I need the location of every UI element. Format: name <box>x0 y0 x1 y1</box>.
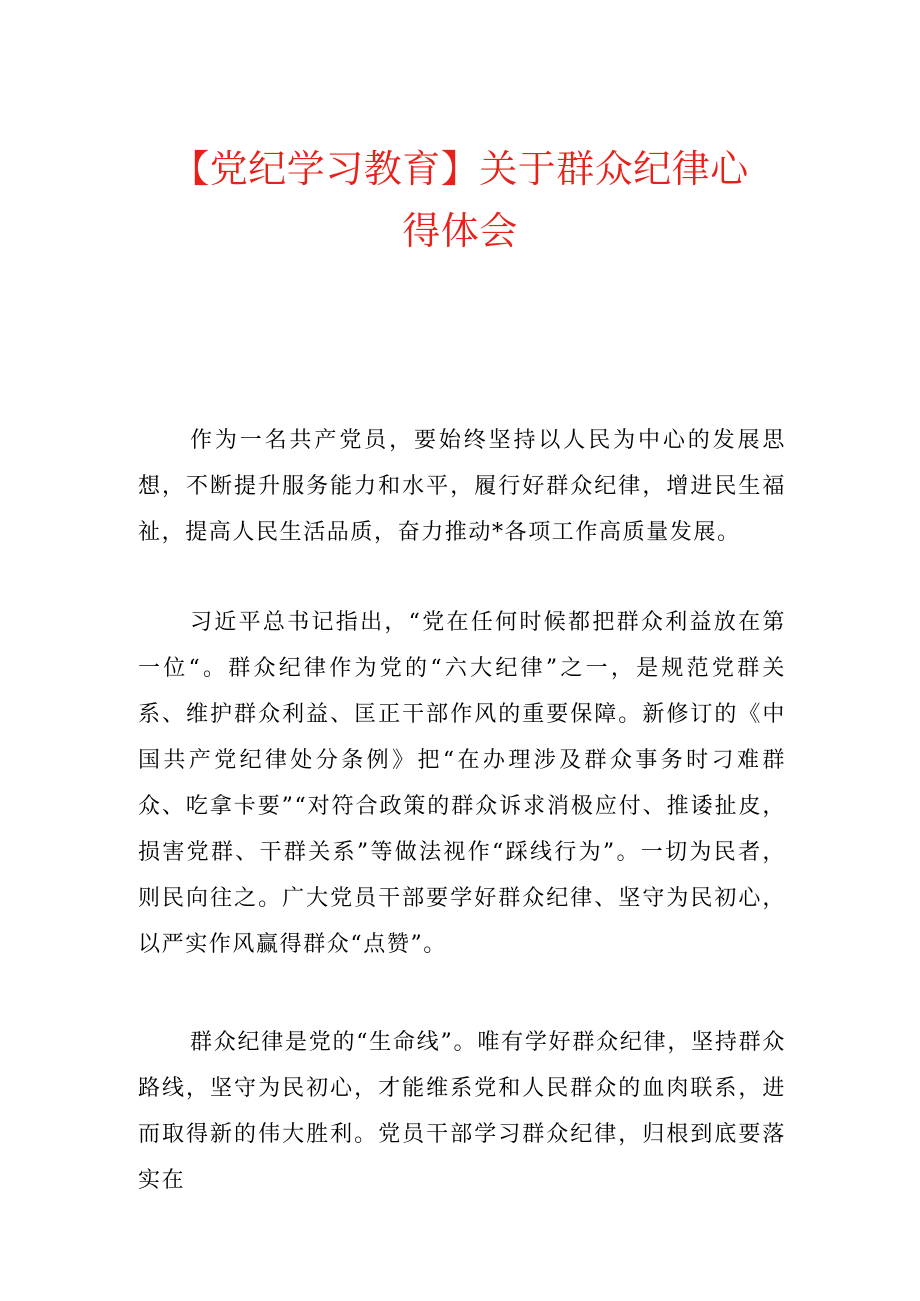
title-line-2: 得体会 <box>402 209 518 253</box>
paragraph-3 <box>138 1020 786 1204</box>
document-title <box>0 138 920 262</box>
paragraph-2 <box>138 600 786 968</box>
paragraph-text: 群众纪律是党的“生命线”。唯有学好群众纪律，坚持群众路线，坚守为民初心，才能维系党和人民群众的血肉联系，进而取得新的伟大胜利。党员干部学习群众纪律，归根到底要落实在 <box>138 1030 786 1193</box>
title-line-1: 【党纪学习教育】关于群众纪律心 <box>171 147 749 191</box>
paragraph-text: 作为一名共产党员，要始终坚持以人民为中心的发展思想，不断提升服务能力和水平，履行好群众纪律，增进民生福祉，提高人民生活品质，奋力推动*各项工作高质量发展。 <box>138 428 786 545</box>
paragraph-1 <box>138 418 786 556</box>
paragraph-text: 习近平总书记指出，“党在任何时候都把群众利益放在第一位“。群众纪律作为党的“六大纪律”之一，是规范党群关系、维护群众利益、匡正干部作风的重要保障。新修订的《中国共产党纪律处分条例》把“在办理涉及群众事务时刁难群众、吃拿卡要”“对符合政策的群众诉求消极应付、推诿扯皮，损害党群、干群关系”等做法视作“踩线行为”。一切为民者，则民向往之。广大党员干部要学好群众纪律、坚守为民初心，以严实作风赢得群众“点赞”。 <box>138 610 786 957</box>
